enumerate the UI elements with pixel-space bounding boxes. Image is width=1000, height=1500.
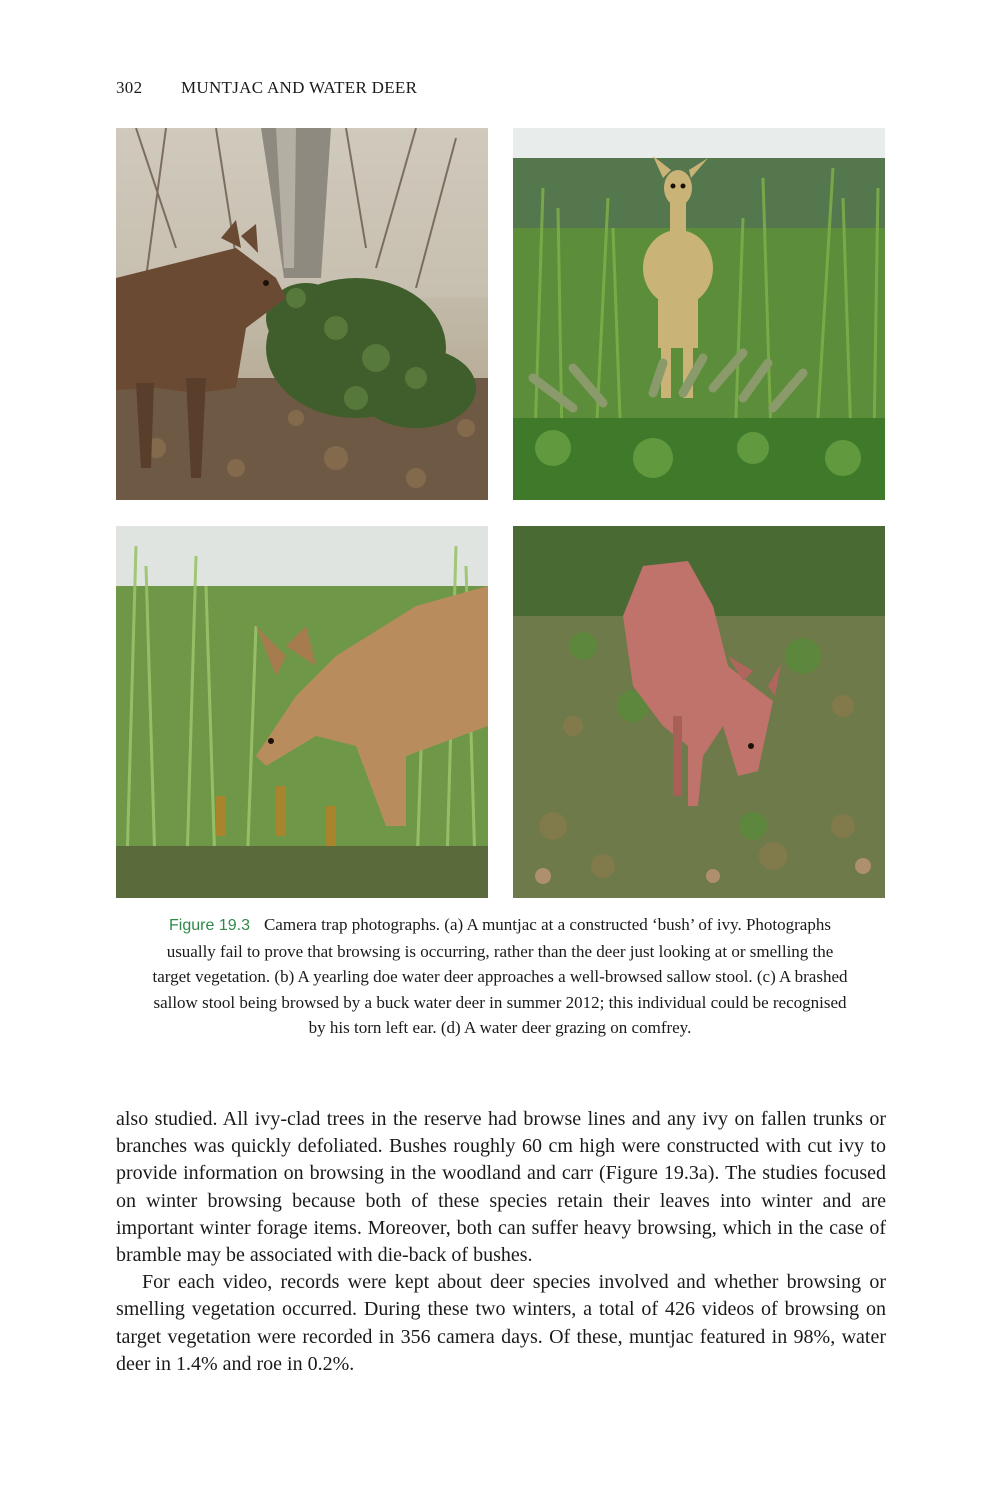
paragraph-2: For each video, records were kept about deer species involved and whether browsing or smelling vegetation occurred. During these two winters, a total of 426 videos of browsing on target vegetation were recorded in 356 camera days. Of these, muntjac featured in 98%, water deer in 1.4% and roe in 0.2%. xyxy=(116,1271,886,1375)
figure-caption-text: Camera trap photographs. (a) A muntjac at a constructed ‘bush’ of ivy. Photographs usually fail to prove that browsing is occurring, rather than the deer just looking at or smelling the target vegetation. (b) A yearling doe water deer approaches a well-browsed sallow stool. (c) A brashed sallow stool being browsed by a buck water deer in summer 2012; this individual could be recognised by his torn left ear. (d) A water deer grazing on comfrey. xyxy=(152,915,848,1037)
photo-a-muntjac xyxy=(116,128,488,500)
page-number: 302 xyxy=(116,78,143,97)
running-title: MUNTJAC AND WATER DEER xyxy=(180,78,418,97)
body-text xyxy=(116,1106,886,1378)
figure-label: Figure 19.3 xyxy=(169,917,250,934)
running-head xyxy=(116,78,417,98)
paragraph-1: also studied. All ivy-clad trees in the reserve had browse lines and any ivy on fallen trunks or branches was quickly defoliated. Bushes roughly 60 cm high were constructed with cut ivy to provide information on browsing in the woodland and carr (Figure 19.3a). The studies focused on winter browsing because both of these species retain their leaves into winter and are important winter forage items. Moreover, both can suffer heavy browsing, which in the case of bramble may be associated with die-back of bushes. xyxy=(116,1108,886,1267)
photo-b-water-deer-doe xyxy=(513,128,885,500)
photo-d-water-deer-grazing xyxy=(513,526,885,898)
figure-caption xyxy=(150,912,850,1041)
photo-c-water-deer-buck xyxy=(116,526,488,898)
